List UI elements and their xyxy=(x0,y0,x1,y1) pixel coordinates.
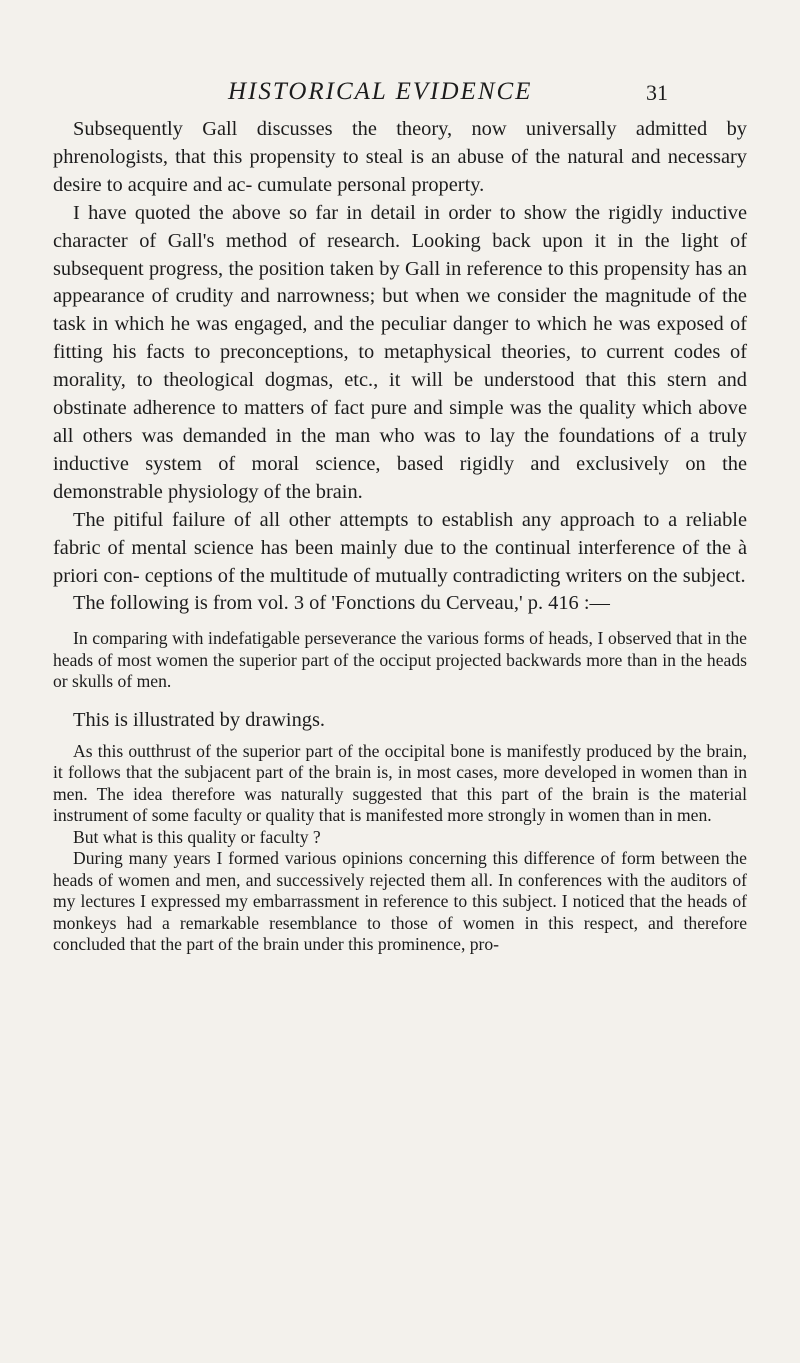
paragraph: Subsequently Gall discusses the theory, now universally admitted by phrenologists, that this propensity to steal is an abuse of the natural and necessary desire to acquire and ac- cumulate personal property. xyxy=(53,118,747,196)
paragraph: This is illustrated by drawings. xyxy=(73,708,326,731)
block-quote: In comparing with indefatigable perseverance the various forms of heads, I observed that in the heads of most women the superior part of the occiput projected backwards more than in the heads or skulls of men. xyxy=(53,628,747,692)
running-head: HISTORICAL EVIDENCE xyxy=(228,78,533,105)
paragraph: The following is from vol. 3 of 'Fonctions du Cerveau,' p. 416 :— xyxy=(73,592,610,615)
block-quote: But what is this quality or faculty ? xyxy=(73,826,321,847)
paragraph: I have quoted the above so far in detail in order to show the rigidly inductive character of Gall's method of research. Looking back upon it in the light of subsequent progress, the position taken by Gall in reference to this propensity has an appearance of crudity and narrowness; but when we consider the magnitude of the task in which he was engaged, and the peculiar danger to which he was exposed of fitting his facts to preconceptions, to metaphysical theories, to current codes of morality, to theological dogmas, etc., it will be understood that this stern and obstinate adherence to matters of fact pure and simple was the quality which above all others was demanded in the man who was to lay the foundations of a truly inductive system of moral science, based rigidly and exclusively on the demonstrable physiology of the brain. xyxy=(53,201,747,503)
page-header xyxy=(0,78,800,112)
block-quote: During many years I formed various opinions concerning this difference of form between the heads of women and men, and successively rejected them all. In conferences with the auditors of my lectures I expressed my embarrassment in reference to this subject. I noticed that the heads of monkeys had a remarkable resemblance to those of women in this respect, and therefore concluded that the part of the brain under this prominence, pro- xyxy=(53,848,747,955)
body-text xyxy=(53,116,747,956)
page-number: 31 xyxy=(646,80,668,105)
paragraph: The pitiful failure of all other attempts to establish any approach to a reliable fabric of mental science has been mainly due to the continual interference of the à priori con- ceptions of the multitude of mutually contradicting writers on the subject. xyxy=(53,508,747,587)
block-quote: As this outthrust of the superior part of the occipital bone is manifestly produced by the brain, it follows that the subjacent part of the brain is, in most cases, more developed in women than in men. The idea therefore was naturally suggested that this part of the brain is the material instrument of some faculty or quality that is manifested more strongly in women than in men. xyxy=(53,740,747,826)
